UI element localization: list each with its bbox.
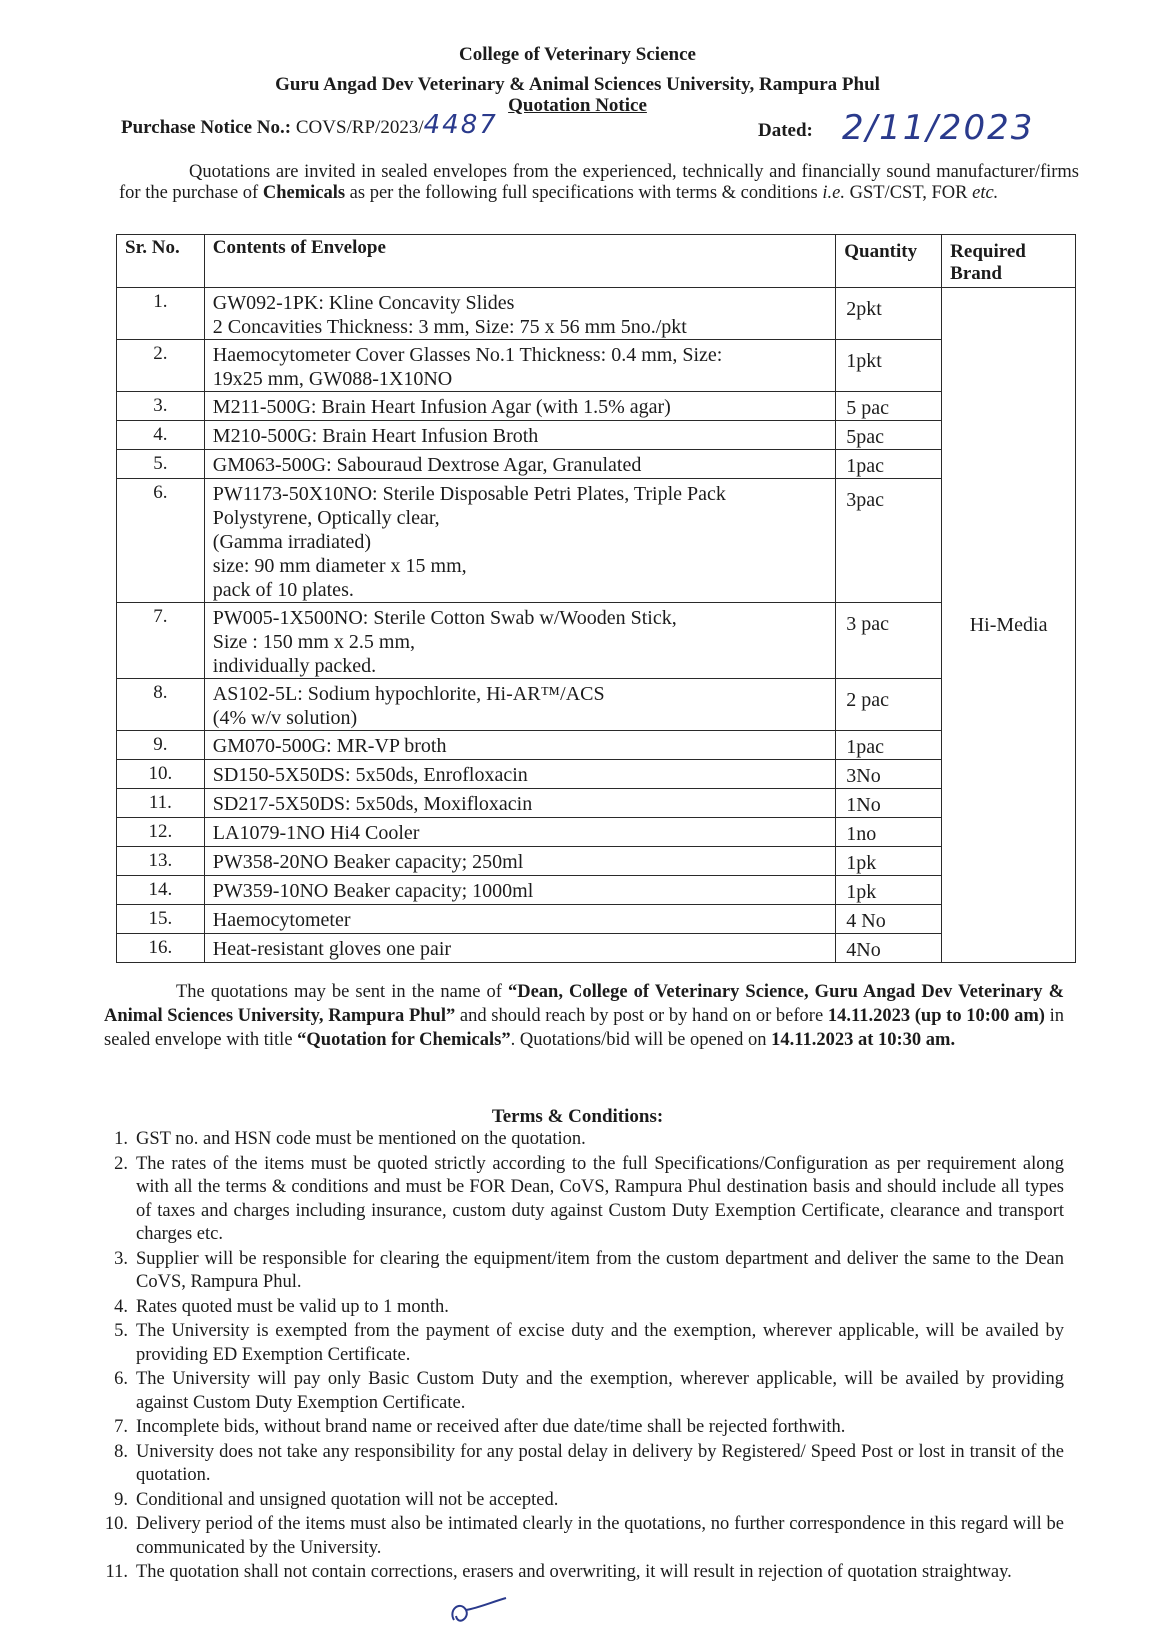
row-quantity: 3No xyxy=(836,760,942,789)
header-sr-no: Sr. No. xyxy=(117,235,205,288)
terms-item-number: 8. xyxy=(114,1441,128,1462)
row-quantity: 5pac xyxy=(836,421,942,450)
row-sr-no: 6. xyxy=(117,479,205,603)
row-quantity: 1pk xyxy=(836,847,942,876)
table-row xyxy=(117,760,1076,789)
intro-text-2: as per the following full specifications with terms & conditions xyxy=(345,183,823,203)
row-quantity: 4No xyxy=(836,934,942,963)
row-contents xyxy=(204,450,835,479)
table-row xyxy=(117,603,1076,679)
signature-mark-icon xyxy=(448,1596,518,1628)
intro-ie: i.e. xyxy=(822,183,845,203)
purchase-notice-label: Purchase Notice No.: xyxy=(121,117,292,138)
header-quantity: Quantity xyxy=(836,235,942,288)
table-row xyxy=(117,818,1076,847)
purchase-notice-number xyxy=(121,110,498,140)
terms-title: Terms & Conditions: xyxy=(491,1106,664,1127)
intro-item-name: Chemicals xyxy=(262,183,346,203)
terms-item-number: 7. xyxy=(114,1417,128,1437)
terms-item xyxy=(104,1513,1064,1560)
table-row xyxy=(117,479,1076,603)
terms-item xyxy=(104,1561,1064,1585)
terms-item-text: The rates of the items must be quoted strictly according to the full Specifications/Configuration as per requirement along with all the terms & conditions and must be FOR Dean, CoVS, Rampura Phul destination basis and should include all types of taxes and charges including insurance, custom duty against Custom Duty Exemption Certificate, clearance and transport charges etc. xyxy=(136,1153,1064,1244)
submission-envelope-title: “Quotation for Chemicals” xyxy=(297,1030,511,1050)
row-contents xyxy=(204,340,835,392)
table-row xyxy=(117,789,1076,818)
terms-item xyxy=(104,1153,1064,1247)
terms-item-text: Conditional and unsigned quotation will not be accepted. xyxy=(136,1489,559,1510)
row-contents-line: 2 Concavities Thickness: 3 mm, Size: 75 x 56 mm 5no./pkt xyxy=(212,316,687,338)
row-contents-line: PW1173-50X10NO: Sterile Disposable Petri Plates, Triple Pack xyxy=(212,483,726,505)
terms-item-number: 2. xyxy=(114,1153,128,1174)
terms-item-text: University does not take any responsibility for any postal delay in delivery by Registered/ Speed Post or lost in transit of the quotation. xyxy=(136,1441,1064,1485)
terms-item-text: Incomplete bids, without brand name or received after due date/time shall be rejected forthwith. xyxy=(136,1417,846,1437)
terms-item-number: 3. xyxy=(114,1248,128,1269)
row-contents xyxy=(204,934,835,963)
row-contents xyxy=(204,876,835,905)
row-contents-line: GM063-500G: Sabouraud Dextrose Agar, Granulated xyxy=(212,454,642,476)
row-contents-line: M210-500G: Brain Heart Infusion Broth xyxy=(212,425,539,447)
terms-item-number: 5. xyxy=(114,1321,128,1341)
row-contents xyxy=(204,479,835,603)
row-contents-line: PW005-1X500NO: Sterile Cotton Swab w/Wooden Stick, xyxy=(212,607,677,629)
submission-text-4: . Quotations/bid will be opened on xyxy=(510,1030,772,1050)
submission-opening-time: 14.11.2023 at 10:30 am. xyxy=(771,1030,956,1050)
submission-text-2: and should reach by post or by hand on or before xyxy=(455,1006,828,1026)
row-sr-no: 2. xyxy=(117,340,205,392)
terms-item-number: 9. xyxy=(114,1489,128,1510)
row-contents xyxy=(204,603,835,679)
row-quantity: 3 pac xyxy=(836,603,942,679)
terms-item-number: 4. xyxy=(114,1296,128,1317)
submission-paragraph xyxy=(104,980,1064,1052)
handwritten-date: 2/11/2023 xyxy=(842,108,1035,148)
row-quantity: 1pkt xyxy=(836,340,942,392)
row-sr-no: 14. xyxy=(117,876,205,905)
row-contents-line: size: 90 mm diameter x 15 mm, xyxy=(212,555,467,577)
header-brand: Required Brand xyxy=(942,235,1076,288)
intro-text-1: Quotations are invited in sealed envelopes from the experienced, technically and financially sound manufacturer/firms for the purchase of xyxy=(119,162,1079,203)
notice-title: Quotation Notice xyxy=(508,95,647,116)
intro-text-3: GST/CST, FOR xyxy=(844,183,973,203)
terms-item xyxy=(104,1320,1064,1367)
terms-item-number: 11. xyxy=(105,1562,128,1582)
row-sr-no: 16. xyxy=(117,934,205,963)
required-brand-cell: Hi-Media xyxy=(942,288,1076,963)
terms-item-number: 6. xyxy=(114,1369,128,1389)
submission-deadline: 14.11.2023 (up to 10:00 am) xyxy=(827,1006,1045,1026)
row-contents-line: (4% w/v solution) xyxy=(212,707,358,729)
submission-addressee: “Dean, College of Veterinary Science, Guru Angad Dev Veterinary & Animal Sciences University, Rampura Phul” xyxy=(104,982,1065,1026)
table-header-row xyxy=(117,235,1076,288)
terms-item xyxy=(104,1489,1064,1513)
row-sr-no: 12. xyxy=(117,818,205,847)
table-row xyxy=(117,340,1076,392)
row-sr-no: 3. xyxy=(117,392,205,421)
row-contents-line: Heat-resistant gloves one pair xyxy=(212,938,452,960)
row-sr-no: 11. xyxy=(117,789,205,818)
row-quantity: 4 No xyxy=(836,905,942,934)
row-quantity: 3pac xyxy=(836,479,942,603)
row-quantity: 2 pac xyxy=(836,679,942,731)
row-quantity: 1No xyxy=(836,789,942,818)
intro-paragraph xyxy=(119,162,1079,204)
row-contents-line: Haemocytometer xyxy=(212,909,351,931)
intro-etc: etc. xyxy=(972,183,999,203)
table-row xyxy=(117,847,1076,876)
terms-item-number: 1. xyxy=(114,1129,128,1149)
terms-item xyxy=(104,1368,1064,1415)
items-table-body xyxy=(117,288,1076,963)
row-contents-line: SD217-5X50DS: 5x50ds, Moxifloxacin xyxy=(212,793,533,815)
row-contents xyxy=(204,288,835,340)
row-contents-line: Size : 150 mm x 2.5 mm, xyxy=(212,631,415,653)
handwritten-notice-number: 4487 xyxy=(423,110,498,140)
terms-item xyxy=(104,1248,1064,1295)
submission-text-3: in sealed envelope with title xyxy=(104,1006,1064,1050)
row-contents xyxy=(204,760,835,789)
row-contents-line: AS102-5L: Sodium hypochlorite, Hi-AR™/ACS xyxy=(212,683,605,705)
row-contents-line: GW092-1PK: Kline Concavity Slides xyxy=(212,292,515,314)
row-contents-line: M211-500G: Brain Heart Infusion Agar (with 1.5% agar) xyxy=(212,396,671,418)
row-quantity: 1pac xyxy=(836,731,942,760)
row-contents-line: Haemocytometer Cover Glasses No.1 Thickness: 0.4 mm, Size: xyxy=(212,344,723,366)
table-row xyxy=(117,731,1076,760)
terms-item-text: The University is exempted from the payment of excise duty and the exemption, wherever applicable, will be availed by providing ED Exemption Certificate. xyxy=(136,1321,1064,1365)
row-contents-line: 19x25 mm, GW088-1X10NO xyxy=(212,368,453,390)
terms-list xyxy=(104,1128,1064,1586)
table-row xyxy=(117,905,1076,934)
row-sr-no: 8. xyxy=(117,679,205,731)
terms-item xyxy=(104,1416,1064,1440)
header-contents: Contents of Envelope xyxy=(204,235,835,288)
row-sr-no: 9. xyxy=(117,731,205,760)
university-name: Guru Angad Dev Veterinary & Animal Sciences University, Rampura Phul xyxy=(275,74,880,95)
row-contents xyxy=(204,392,835,421)
row-quantity: 1no xyxy=(836,818,942,847)
row-contents-line: (Gamma irradiated) xyxy=(212,531,372,553)
row-quantity: 1pk xyxy=(836,876,942,905)
table-row xyxy=(117,450,1076,479)
row-contents xyxy=(204,679,835,731)
row-contents xyxy=(204,789,835,818)
terms-item xyxy=(104,1441,1064,1488)
row-contents xyxy=(204,905,835,934)
terms-item xyxy=(104,1296,1064,1320)
row-contents-line: PW358-20NO Beaker capacity; 250ml xyxy=(212,851,524,873)
terms-item-text: GST no. and HSN code must be mentioned on the quotation. xyxy=(136,1129,586,1149)
row-contents xyxy=(204,847,835,876)
row-contents-line: individually packed. xyxy=(212,655,377,677)
row-contents-line: PW359-10NO Beaker capacity; 1000ml xyxy=(212,880,534,902)
table-row xyxy=(117,679,1076,731)
row-quantity: 1pac xyxy=(836,450,942,479)
table-row xyxy=(117,934,1076,963)
row-contents-line: GM070-500G: MR-VP broth xyxy=(212,735,447,757)
row-contents-line: LA1079-1NO Hi4 Cooler xyxy=(212,822,420,844)
terms-item-text: The quotation shall not contain corrections, erasers and overwriting, it will result in rejection of quotation straightway. xyxy=(136,1562,1012,1582)
college-name: College of Veterinary Science xyxy=(459,44,696,65)
row-sr-no: 15. xyxy=(117,905,205,934)
row-contents xyxy=(204,421,835,450)
row-contents xyxy=(204,731,835,760)
table-row xyxy=(117,421,1076,450)
row-sr-no: 5. xyxy=(117,450,205,479)
row-sr-no: 4. xyxy=(117,421,205,450)
terms-item-text: Rates quoted must be valid up to 1 month. xyxy=(136,1296,449,1317)
row-sr-no: 1. xyxy=(117,288,205,340)
terms-item-text: Supplier will be responsible for clearing the equipment/item from the custom department and deliver the same to the Dean CoVS, Rampura Phul. xyxy=(136,1248,1064,1292)
terms-item-text: The University will pay only Basic Custom Duty and the exemption, wherever applicable, will be availed by providing against Custom Duty Exemption Certificate. xyxy=(136,1369,1064,1413)
table-row xyxy=(117,392,1076,421)
row-sr-no: 13. xyxy=(117,847,205,876)
row-quantity: 2pkt xyxy=(836,288,942,340)
terms-item xyxy=(104,1128,1064,1152)
row-contents xyxy=(204,818,835,847)
row-quantity: 5 pac xyxy=(836,392,942,421)
table-row xyxy=(117,876,1076,905)
row-contents-line: Polystyrene, Optically clear, xyxy=(212,507,440,529)
row-contents-line: SD150-5X50DS: 5x50ds, Enrofloxacin xyxy=(212,764,528,786)
items-table xyxy=(116,234,1076,963)
terms-item-text: Delivery period of the items must also be intimated clearly in the quotations, no further correspondence in this regard will be communicated by the University. xyxy=(136,1514,1064,1558)
terms-item-number: 10. xyxy=(104,1514,128,1534)
row-contents-line: pack of 10 plates. xyxy=(212,579,354,601)
row-sr-no: 10. xyxy=(117,760,205,789)
row-sr-no: 7. xyxy=(117,603,205,679)
submission-text-1: The quotations may be sent in the name of xyxy=(176,982,508,1002)
purchase-notice-prefix: COVS/RP/2023/ xyxy=(295,117,424,138)
table-row xyxy=(117,288,1076,340)
dated-label: Dated: xyxy=(758,120,813,141)
